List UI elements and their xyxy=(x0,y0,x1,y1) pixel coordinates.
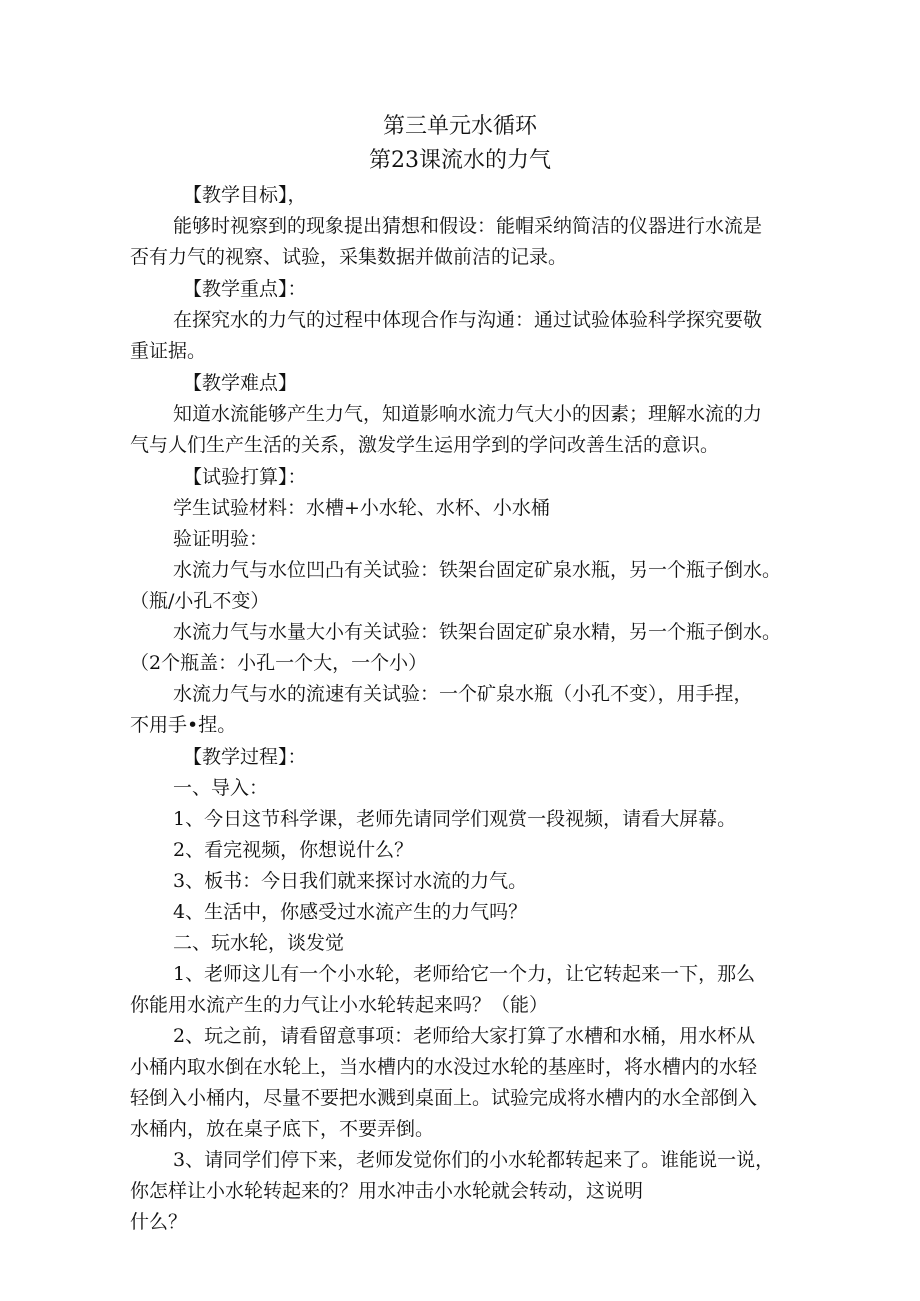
lesson-title: 第23课流水的力气 xyxy=(369,148,551,173)
paragraph-line: 4、生活中，你感受过水流产生的力气吗？ xyxy=(173,901,528,923)
unit-title: 第三单元水循环 xyxy=(382,114,537,139)
paragraph-line: 轻倒入小桶内，尽量不要把水溅到桌面上。试验完成将水槽内的水全部倒入 xyxy=(130,1087,758,1109)
paragraph-line: 你怎样让小水轮转起来的？用水冲击小水轮就会转动，这说明 xyxy=(130,1180,644,1202)
paragraph-line: 3、请同学们停下来，老师发觉你们的小水轮都转起来了。谁能说一说， xyxy=(173,1149,775,1171)
paragraph-line: （2个瓶盖：小孔一个大，一个小） xyxy=(130,652,428,674)
paragraph-line: 重证据。 xyxy=(130,340,207,362)
paragraph-line: 2、看完视频，你想说什么？ xyxy=(173,839,414,861)
paragraph-line: 二、玩水轮，谈发觉 xyxy=(173,932,345,954)
paragraph-line: 你能用水流产生的力气让小水轮转起来吗？（能） xyxy=(130,994,549,1016)
paragraph-line: 1、老师这儿有一个小水轮，老师给它一个力，让它转起来一下，那么 xyxy=(173,963,756,985)
paragraph-line: 一、导入： xyxy=(173,777,269,799)
paragraph-line: 知道水流能够产生力气，知道影响水流力气大小的因素；理解水流的力 xyxy=(173,403,763,425)
paragraph-line: 气与人们生产生活的关系，激发学生运用学到的学问改善生活的意识。 xyxy=(130,434,720,456)
paragraph-line: 1、今日这节科学课，老师先请同学们观赏一段视频，请看大屏幕。 xyxy=(173,808,737,830)
paragraph-line: 否有力气的视察、试验，采集数据并做前洁的记录。 xyxy=(130,246,568,268)
paragraph-line: 小桶内取水倒在水轮上，当水槽内的水没过水轮的基座时，将水槽内的水轻 xyxy=(130,1056,758,1078)
paragraph-line: 3、板书：今日我们就来探讨水流的力气。 xyxy=(173,870,528,892)
paragraph-line: 学生试验材料：水槽+小水轮、水杯、小水桶 xyxy=(173,497,550,519)
heading-experiment-prep: 【试验打算】： xyxy=(183,466,307,488)
heading-teaching-goals: 【教学目标】， xyxy=(183,184,307,206)
paragraph-line: 在探究水的力气的过程中体现合作与沟通：通过试验体验科学探究要敬 xyxy=(173,309,763,331)
heading-teaching-process: 【教学过程】： xyxy=(183,746,307,768)
paragraph-line: 2、玩之前，请看留意事项：老师给大家打算了水槽和水桶，用水杯从 xyxy=(173,1025,756,1047)
paragraph-line: 水流力气与水量大小有关试验：铁架台固定矿泉水精，另一个瓶子倒水。 xyxy=(173,621,782,643)
paragraph-line: 什么？ xyxy=(130,1211,188,1233)
heading-difficulties: 【教学难点】 xyxy=(183,372,298,394)
paragraph-line: 能够时视察到的现象提出猜想和假设：能帽采纳简洁的仪器进行水流是 xyxy=(173,215,763,237)
paragraph-line: 水流力气与水的流速有关试验：一个矿泉水瓶（小孔不变），用手捏， xyxy=(173,683,753,705)
paragraph-line: 验证明验： xyxy=(173,528,269,550)
paragraph-line: （瓶/小孔不变） xyxy=(130,590,270,612)
paragraph-line: 水流力气与水位凹凸有关试验：铁架台固定矿泉水瓶，另一个瓶子倒水。 xyxy=(173,559,782,581)
heading-key-points: 【教学重点】： xyxy=(183,278,307,300)
paragraph-line: 水桶内，放在桌子底下，不要弄倒。 xyxy=(130,1118,435,1140)
paragraph-line: 不用手•捏。 xyxy=(130,714,237,736)
